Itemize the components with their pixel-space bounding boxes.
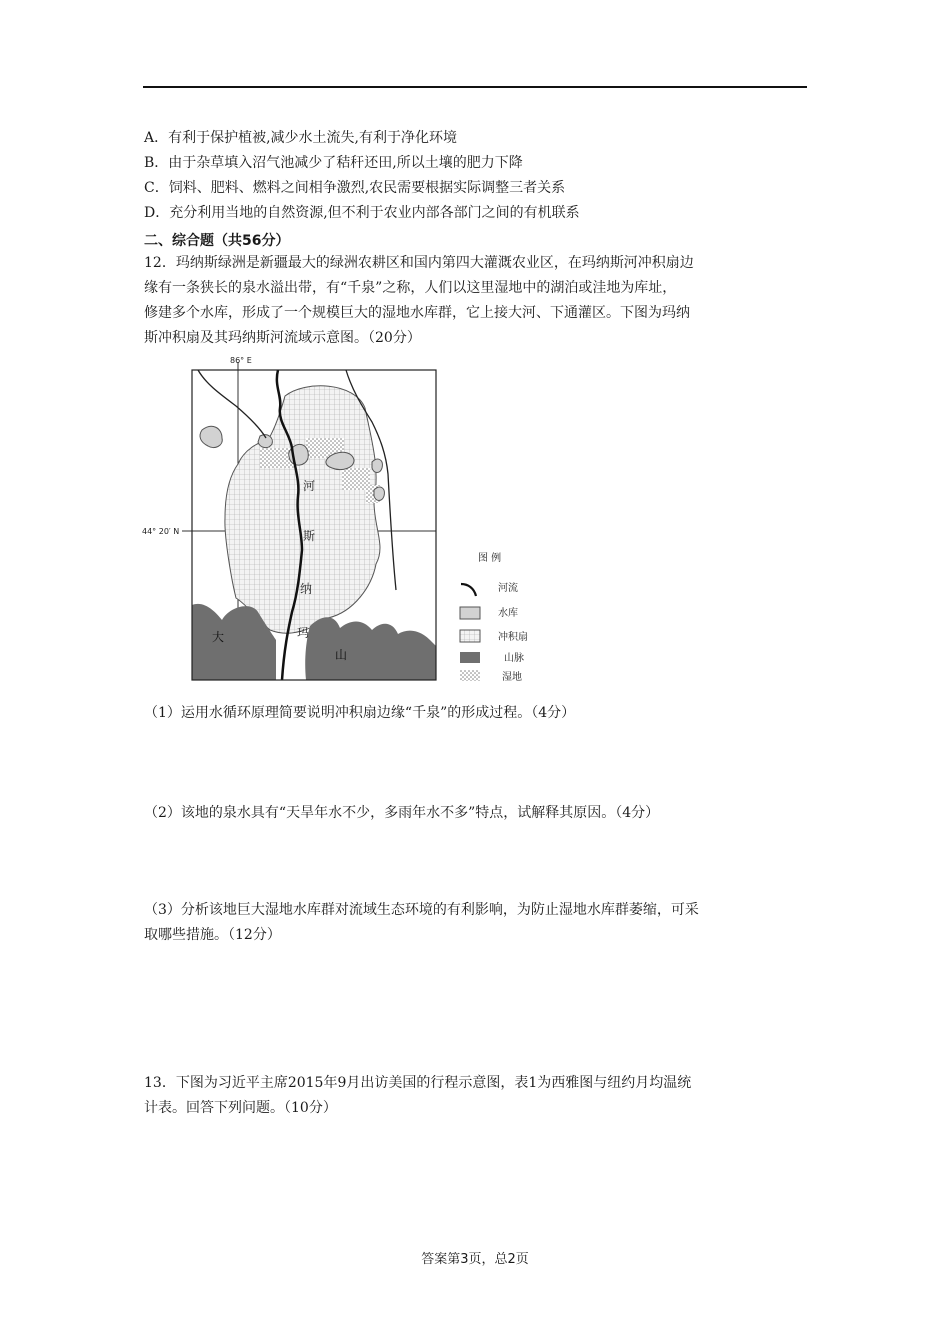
river-name-char: 河 [303,479,316,493]
wetland-area [342,468,370,490]
section-title: 二、综合题（共56分） [144,233,290,249]
legend-mountain-label: 山脉 [504,653,524,664]
option-d: D．充分利用当地的自然资源,但不利于农业内部各部门之间的有机联系 [144,205,580,221]
river-name-char: 斯 [303,529,316,543]
legend-mountain-swatch [460,652,480,663]
reservoir [372,459,382,472]
reservoir [200,426,222,447]
reservoir [374,487,384,500]
option-c: C．饲料、肥料、燃料之间相争激烈,农民需要根据实际调整三者关系 [144,180,566,196]
longitude-label: 86° E [230,356,252,365]
legend-title: 图 例 [478,553,502,564]
river-name-char: 纳 [300,582,313,596]
mountain-range [305,617,436,680]
latitude-label: 44° 20′ N [142,527,180,536]
question-12-1: （1）运用水循环原理简要说明冲积扇边缘“千泉”的形成过程。（4分） [144,705,576,721]
page-footer: 答案第3页，总2页 [421,1252,529,1267]
manas-fan-map [140,350,560,692]
question-12-stem [144,251,808,351]
q12-3-line: 取哪些措施。（12分） [144,927,281,943]
legend-reservoir-label: 水库 [498,608,518,619]
option-a: A．有利于保护植被,减少水土流失,有利于净化环境 [144,130,458,146]
legend-river-swatch [461,584,476,596]
mountain-name-char: 山 [335,648,348,662]
q12-line: 修建多个水库，形成了一个规模巨大的湿地水库群，它上接大河、下通灌区。下图为玛纳 [144,305,690,321]
legend-river-label: 河流 [498,583,518,594]
legend-wetland-label: 湿地 [502,672,522,683]
option-b: B．由于杂草填入沼气池减少了秸秆还田,所以土壤的肥力下降 [144,155,523,171]
q12-line: 缘有一条狭长的泉水溢出带，有“千泉”之称，人们以这里湿地中的湖泊或洼地为库址， [144,280,677,296]
question-12-2: （2）该地的泉水具有“天旱年水不少，多雨年水不多”特点，试解释其原因。（4分） [144,805,660,821]
legend-fan-label: 冲积扇 [498,632,528,643]
legend-wetland-swatch [460,670,480,681]
q12-3-line: （3）分析该地巨大湿地水库群对流域生态环境的有利影响，为防止湿地水库群萎缩，可采 [144,902,699,918]
mountain-name-char: 大 [212,630,225,644]
alluvial-fan [225,386,380,633]
q13-line: 13．下图为习近平主席2015年9月出访美国的行程示意图，表1为西雅图与纽约月均温统 [144,1075,692,1091]
header-rule [143,86,807,88]
question-13-stem [144,1071,808,1121]
river-name-char: 玛 [297,626,310,640]
legend-reservoir-swatch [460,607,480,619]
q12-line: 12．玛纳斯绿洲是新疆最大的绿洲农耕区和国内第四大灌溉农业区，在玛纳斯河冲积扇边 [144,255,694,271]
q12-line: 斯冲积扇及其玛纳斯河流域示意图。（20分） [144,330,421,346]
question-12-3 [144,898,808,948]
legend-fan-swatch [460,630,480,642]
q13-line: 计表。回答下列问题。（10分） [144,1100,337,1116]
